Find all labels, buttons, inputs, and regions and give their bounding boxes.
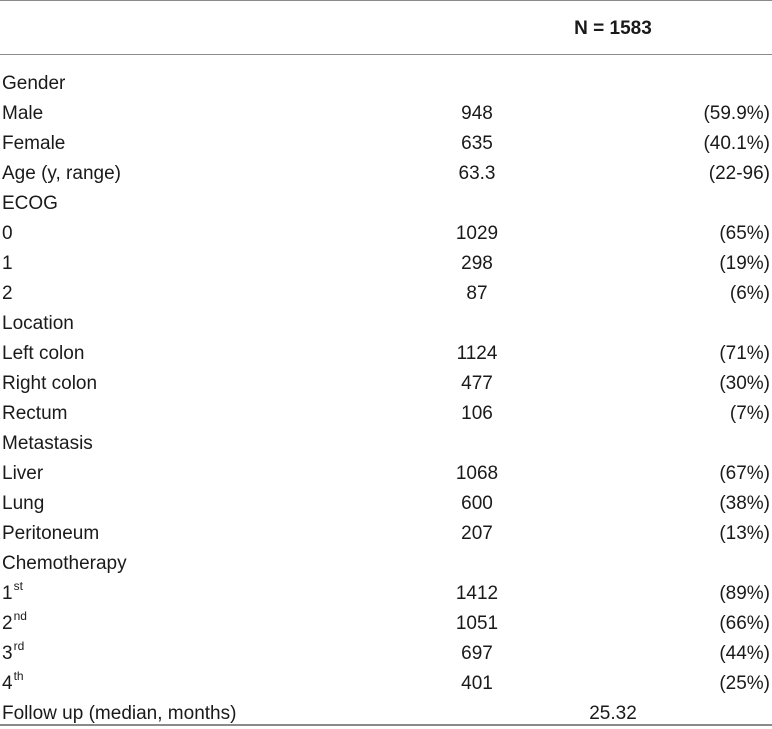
row-count: 697 xyxy=(461,643,493,664)
row-percentage: (66%) xyxy=(719,613,770,634)
table-row xyxy=(0,429,772,459)
table-row xyxy=(0,69,772,99)
ordinal-superscript: st xyxy=(13,579,23,593)
ordinal-superscript: nd xyxy=(13,609,27,623)
table-row xyxy=(0,129,772,159)
row-percentage: (25%) xyxy=(719,673,770,694)
row-percentage: (19%) xyxy=(719,253,770,274)
row-label-text: Right colon xyxy=(2,373,98,394)
row-count: 25.32 xyxy=(589,703,637,724)
row-label xyxy=(2,669,24,700)
row-label-text: 2 xyxy=(2,613,13,634)
row-count: 1068 xyxy=(455,463,499,484)
row-label xyxy=(2,399,67,429)
table-row xyxy=(0,459,772,489)
row-label xyxy=(2,69,65,99)
row-label-text: Location xyxy=(2,313,74,334)
row-label-text: Liver xyxy=(2,463,44,484)
table-row xyxy=(0,279,772,309)
row-label-text: 0 xyxy=(2,223,13,244)
row-count: 1051 xyxy=(455,613,499,634)
row-label xyxy=(2,159,121,189)
row-label xyxy=(2,429,93,459)
row-label xyxy=(2,129,65,159)
row-percentage: (59.9%) xyxy=(703,103,770,124)
row-count: 600 xyxy=(461,493,493,514)
row-count: 63.3 xyxy=(458,163,496,184)
row-label xyxy=(2,309,74,339)
table-row xyxy=(0,309,772,339)
ordinal-superscript: rd xyxy=(13,639,25,653)
row-label-text: Rectum xyxy=(2,403,68,424)
table-row xyxy=(0,399,772,429)
row-percentage: (22-96) xyxy=(708,163,770,184)
row-percentage: (40.1%) xyxy=(703,133,770,154)
table-row xyxy=(0,519,772,549)
table-row xyxy=(0,579,772,609)
row-label-text: 1 xyxy=(2,583,13,604)
row-percentage: (89%) xyxy=(719,583,770,604)
row-label xyxy=(2,639,24,670)
row-percentage: (65%) xyxy=(719,223,770,244)
row-label xyxy=(2,579,23,610)
top-rule xyxy=(0,0,772,1)
row-label xyxy=(2,249,13,279)
ordinal-superscript: th xyxy=(13,669,24,683)
row-label xyxy=(2,369,97,399)
row-count: 106 xyxy=(461,403,493,424)
row-percentage: (6%) xyxy=(729,283,770,304)
table-row xyxy=(0,99,772,129)
row-label xyxy=(2,489,44,519)
row-percentage: (44%) xyxy=(719,643,770,664)
row-count: 298 xyxy=(461,253,493,274)
row-label xyxy=(2,519,99,549)
row-percentage: (13%) xyxy=(719,523,770,544)
table-row xyxy=(0,669,772,699)
table-row xyxy=(0,639,772,669)
row-label xyxy=(2,339,84,369)
table-row xyxy=(0,549,772,579)
row-label-text: Peritoneum xyxy=(2,523,100,544)
row-label-text: Female xyxy=(2,133,66,154)
row-percentage: (7%) xyxy=(729,403,770,424)
row-label xyxy=(2,459,43,489)
row-count: 1029 xyxy=(455,223,499,244)
row-count: 1124 xyxy=(456,343,498,364)
row-label-text: 1 xyxy=(2,253,13,274)
row-count: 948 xyxy=(461,103,493,124)
row-label xyxy=(2,99,43,129)
row-label xyxy=(2,219,13,249)
row-label-text: Age (y, range) xyxy=(2,163,121,184)
row-label-text: Left colon xyxy=(2,343,85,364)
row-label xyxy=(2,549,127,579)
table-row xyxy=(0,159,772,189)
row-label xyxy=(2,609,27,640)
row-percentage: (67%) xyxy=(719,463,770,484)
row-count: 401 xyxy=(461,673,493,694)
header-rule xyxy=(0,54,772,55)
row-label-text: Lung xyxy=(2,493,45,514)
row-count: 207 xyxy=(461,523,493,544)
row-count: 87 xyxy=(466,283,488,304)
row-label xyxy=(2,279,13,309)
row-percentage: (71%) xyxy=(719,343,770,364)
row-label-text: 3 xyxy=(2,643,13,664)
row-label-text: 2 xyxy=(2,283,13,304)
row-count: 477 xyxy=(461,373,493,394)
row-label-text: Metastasis xyxy=(2,433,93,454)
table-row xyxy=(0,189,772,219)
table-row xyxy=(0,339,772,369)
row-label-text: Gender xyxy=(2,73,66,94)
header-n-count: N = 1583 xyxy=(574,18,652,39)
table-row xyxy=(0,219,772,249)
row-label-text: Follow up (median, months) xyxy=(2,703,237,724)
table-row xyxy=(0,249,772,279)
row-percentage: (38%) xyxy=(719,493,770,514)
table-row xyxy=(0,369,772,399)
row-percentage: (30%) xyxy=(719,373,770,394)
row-label-text: Chemotherapy xyxy=(2,553,127,574)
row-label xyxy=(2,189,58,219)
row-label-text: ECOG xyxy=(2,193,58,214)
row-count: 635 xyxy=(461,133,493,154)
table-row xyxy=(0,609,772,639)
row-count: 1412 xyxy=(455,583,499,604)
row-label-text: 4 xyxy=(2,673,13,694)
row-label-text: Male xyxy=(2,103,44,124)
table-row xyxy=(0,489,772,519)
